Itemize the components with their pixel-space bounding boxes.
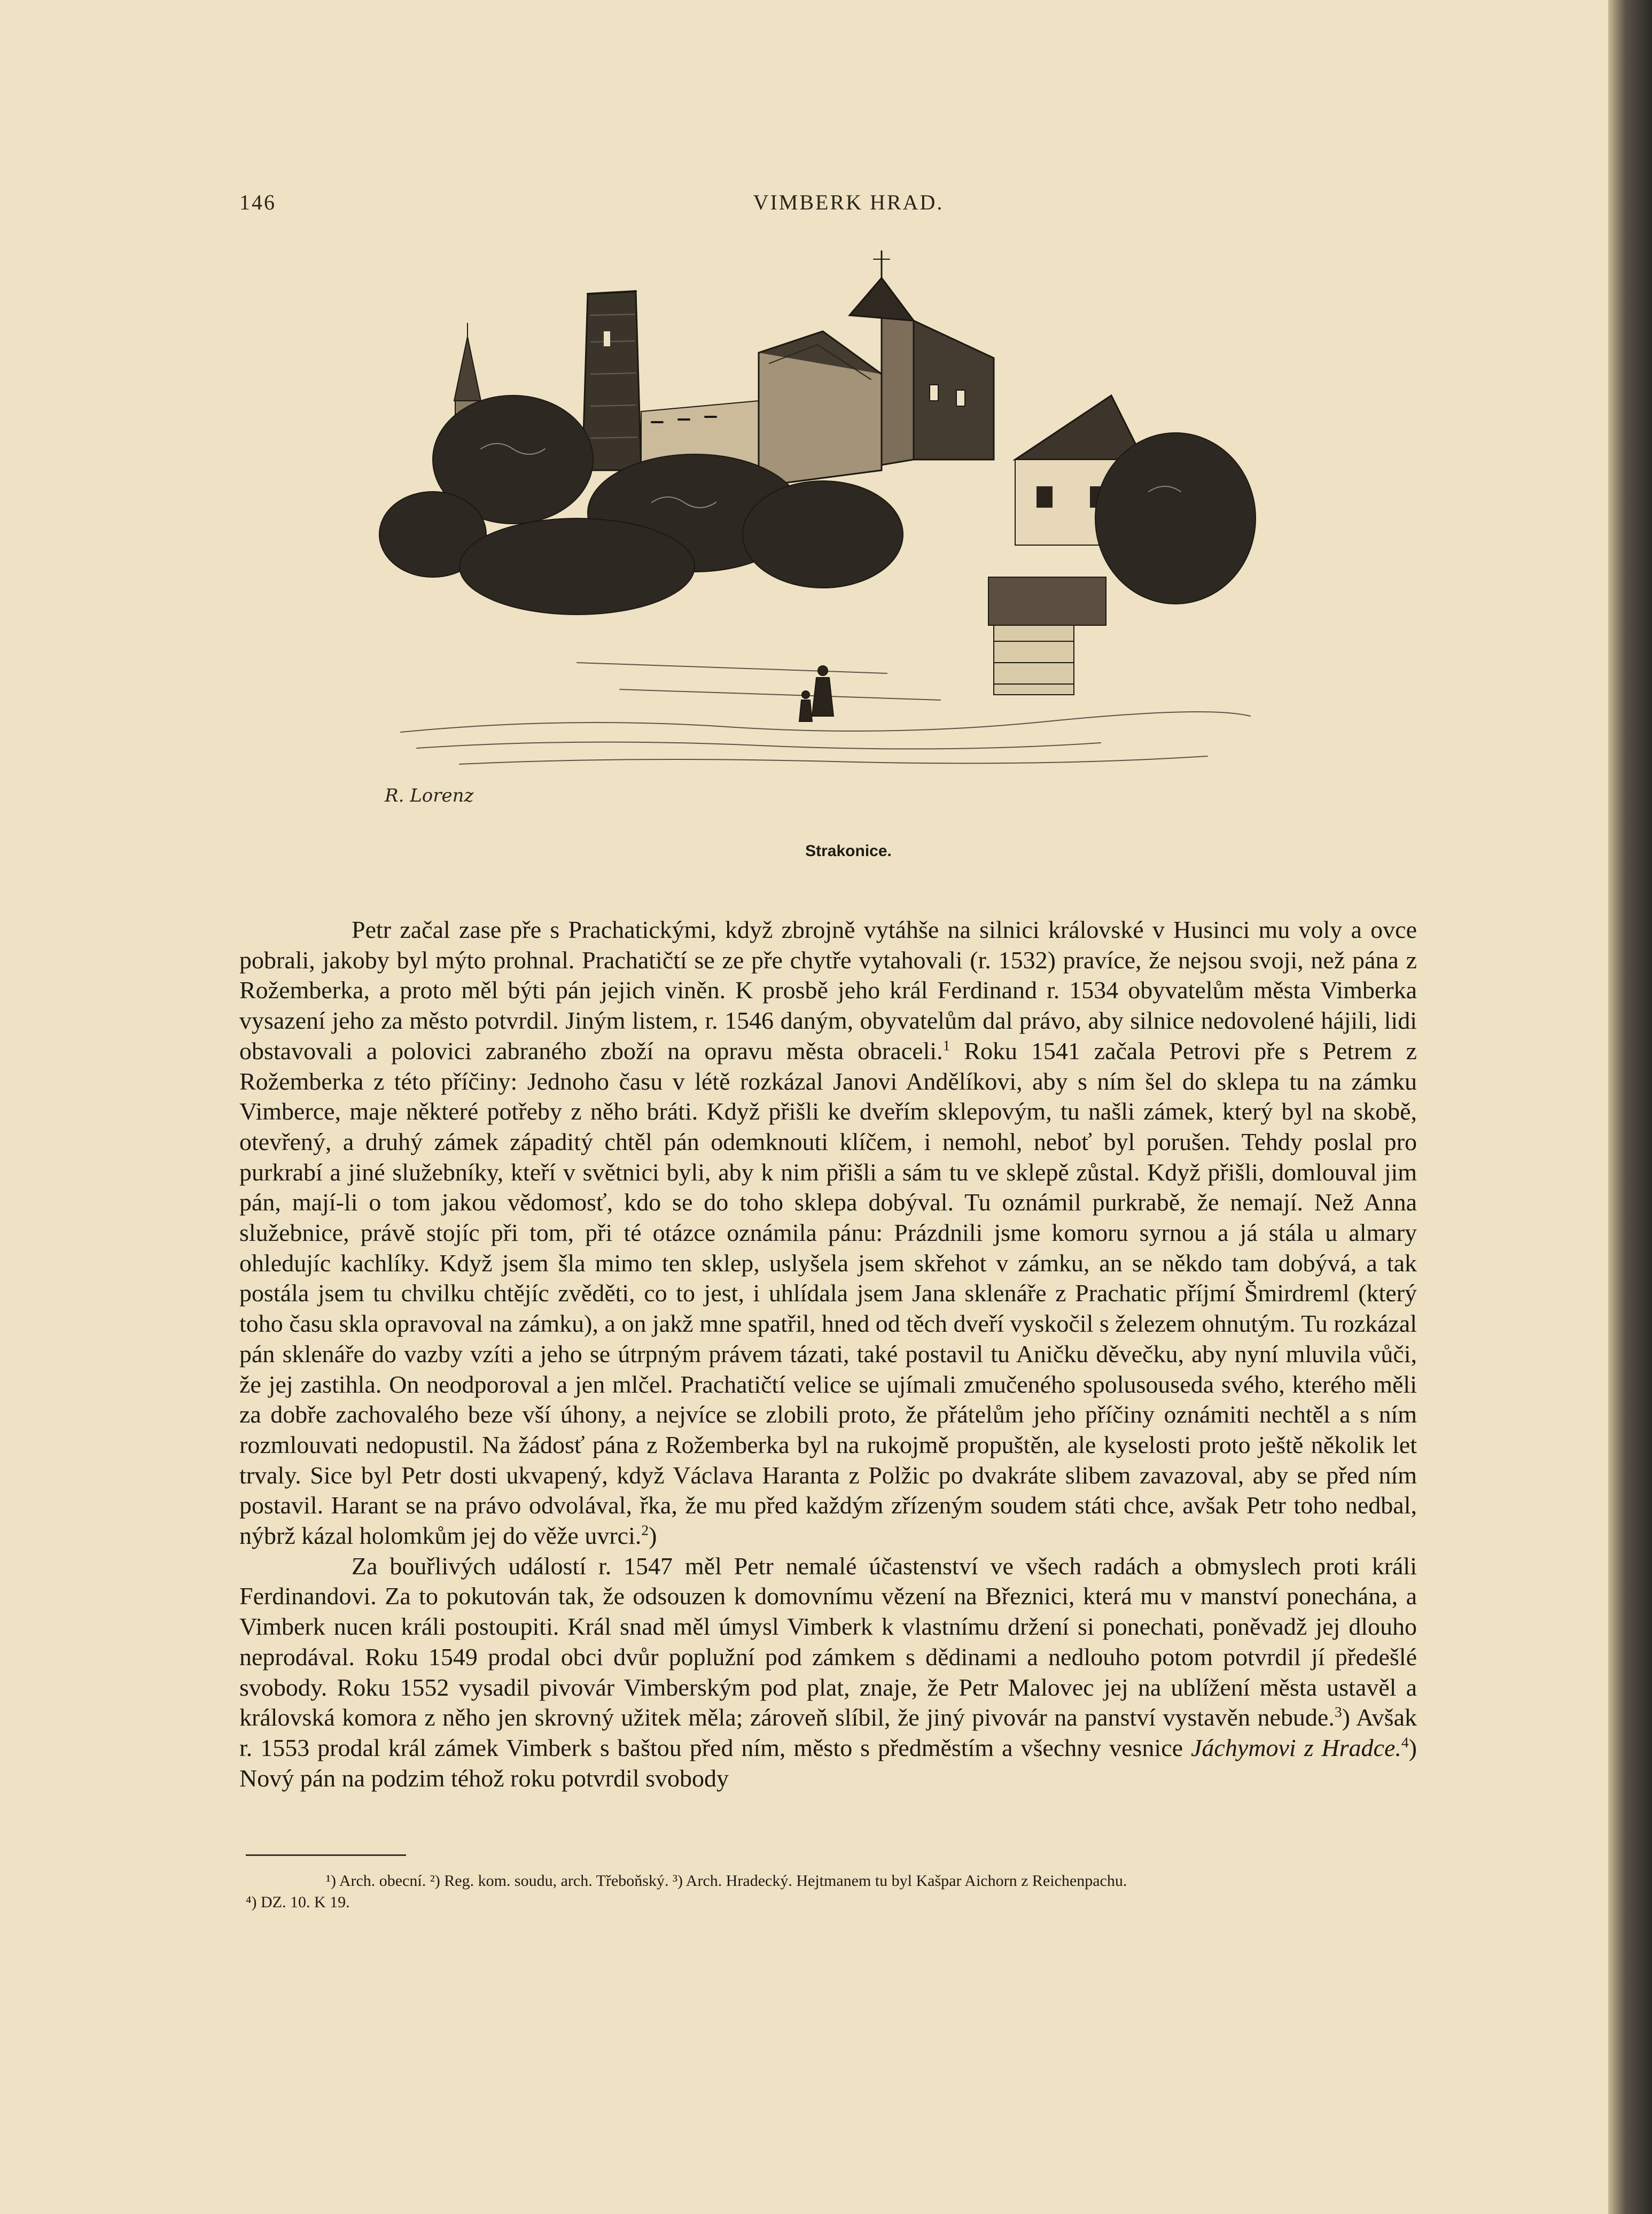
footnote-ref-1: 1 xyxy=(942,1037,950,1054)
italic-name: Jáchymovi z Hradce. xyxy=(1190,1734,1401,1761)
illustration-caption: Strakonice. xyxy=(805,842,892,860)
castle-engraving xyxy=(353,235,1293,834)
castle-illustration-svg xyxy=(353,235,1293,834)
paragraph-2: Za bouřlivých událostí r. 1547 měl Petr nemalé účastenství ve všech radách a obmyslech proti králi Ferdinandovi. Za to pokutován tak, že odsouzen k domovnímu vězení na Březnici, která mu v manství ponechána, a Vimberk nucen králi postoupiti. Král snad měl úmysl Vimberk k vlastnímu držení si ponechati, poněvadž jej dlouho neprodával. Roku 1549 prodal obci dvůr poplužní pod zámkem s dědinami a nedlouho potom potvrdil jí předešlé svobody. Roku 1552 vysadil pivovár Vimberským pod plat, znaje, že Petr Malovec jej na ublížení města ustavěl a královská komora z něho jen skrovný užitek měla; zároveň slíbil, že jiný pivovár na panství vystavěn nebude.$^3$) Avšak r. 1553 prodal král zámek Vimberk s baštou před ním, město s předměstím a všechny vesnice Jáchymovi z Hradce.$^4$) Nový pán na podzim téhož roku potvrdil svobody xyxy=(239,1552,1417,1792)
footnote-separator xyxy=(246,1854,406,1856)
footnote-ref-3: 3 xyxy=(1334,1703,1342,1720)
footnote-ref-4: 4 xyxy=(1401,1734,1409,1751)
paragraph-1: Petr začal zase pře s Prachatickými, když zbrojně vytáhše na silnici královské v Husinci mu voly a ovce pobrali, jakoby byl mýto prohnal. Prachatičtí se ze pře chytře vytahovali (r. 1532) pravíce, že nejsou svoji, než pána z Rožemberka, a proto měl býti pán jejich viněn. K prosbě jeho král Ferdinand r. 1534 obyvatelům města Vimberka vysazení jeho za město potvrdil. Jiným listem, r. 1546 daným, obyvatelům dal právo, aby silnice nedovolené hájili, lidi obstavovali a polovici zabraného zboží na opravu města obraceli.$^1$ Roku 1541 začala Petrovi pře s Petrem z Rožemberka z této příčiny: Jednoho času v létě rozkázal Janovi Andělíkovi, aby s ním šel do sklepa tu na zámku Vimberce, maje některé potřeby z něho bráti. Když přišli ke dveřím sklepovým, tu našli zámek, který byl na skobě, otevřený, a druhý zámek západitý chtěl pán odemknouti klíčem, i nemohl, neboť byl porušen. Tehdy poslal pro purkrabí a jiné služebníky, kteří v světnici byli, aby k nim přišli a sám tu ve sklepě zůstal. Když přišli, domlouval jim pán, mají-li o tom jakou vědomosť, kdo se do toho sklepa dobýval. Tu oznámil purkrabě, že nemají. Než Anna služebnice, právě stojíc při tom, při té otázce oznámila pánu: Prázdnili jsme komoru syrnou a já stála u almary ohledujíc kachlíky. Když jsem šla mimo ten sklep, uslyšela jsem skřehot v zámku, an se někdo tam dobývá, a tak postála jsem tu chvilku chtějíc zvěděti, co to jest, i uhlídala jsem Jana sklenáře z Prachatic příjmí Šmirdreml (který toho času skla opravoval na zámku), a on jakž mne spatřil, hned od těch dveří vyskočil s železem ohnutým. Tu rozkázal pán sklenáře do vazby vzíti a jeho se útrpným právem tázati, také postavil tu Aničku děvečku, aby nyní mluvila vůči, že jej zastihla. On neodporoval a jen mlčel. Prachatičtí velice se ujímali zmučeného spolusouseda svého, kterého měli za dobře zachovalého beze vší úhony, a nejvíce se zlobili proto, že přátelům jeho příčiny oznámiti nechtěl a s ním rozmlouvati nedopustil. Na žádosť pána z Rožemberka byl na rukojmě propuštěn, ale kyselosti proto ještě několik let trvaly. Sice byl Petr dosti ukvapený, když Václava Haranta z Polžic po dvakráte slibem zavazoval, aby se před ním postavil. Harant se na právo odvolával, řka, že mu před každým zřízeným soudem státi chce, avšak Petr toho nedbal, nýbrž kázal holomkům jej do věže uvrci.$^2$) xyxy=(239,916,1417,1550)
footnotes xyxy=(246,1870,1443,1913)
running-title: VIMBERK HRAD. xyxy=(753,190,944,214)
figures xyxy=(799,666,833,721)
page-number: 146 xyxy=(239,190,276,214)
footnote-line: ⁴) DZ. 10. K 19. xyxy=(246,1893,350,1911)
illustration-signature: R. Lorenz xyxy=(385,785,474,806)
footnote-ref-2: 2 xyxy=(641,1521,649,1539)
page-edge xyxy=(1608,0,1652,2214)
footnote-line: ¹) Arch. obecní. ²) Reg. kom. soudu, arch. Třeboňský. ³) Arch. Hradecký. Hejtmanem tu byl Kašpar Aichorn z Reichenpachu. xyxy=(326,1872,1127,1890)
round-tower xyxy=(582,291,641,470)
foreground-wall xyxy=(988,577,1106,695)
body-text xyxy=(239,915,1417,1793)
page-header xyxy=(239,190,1458,222)
